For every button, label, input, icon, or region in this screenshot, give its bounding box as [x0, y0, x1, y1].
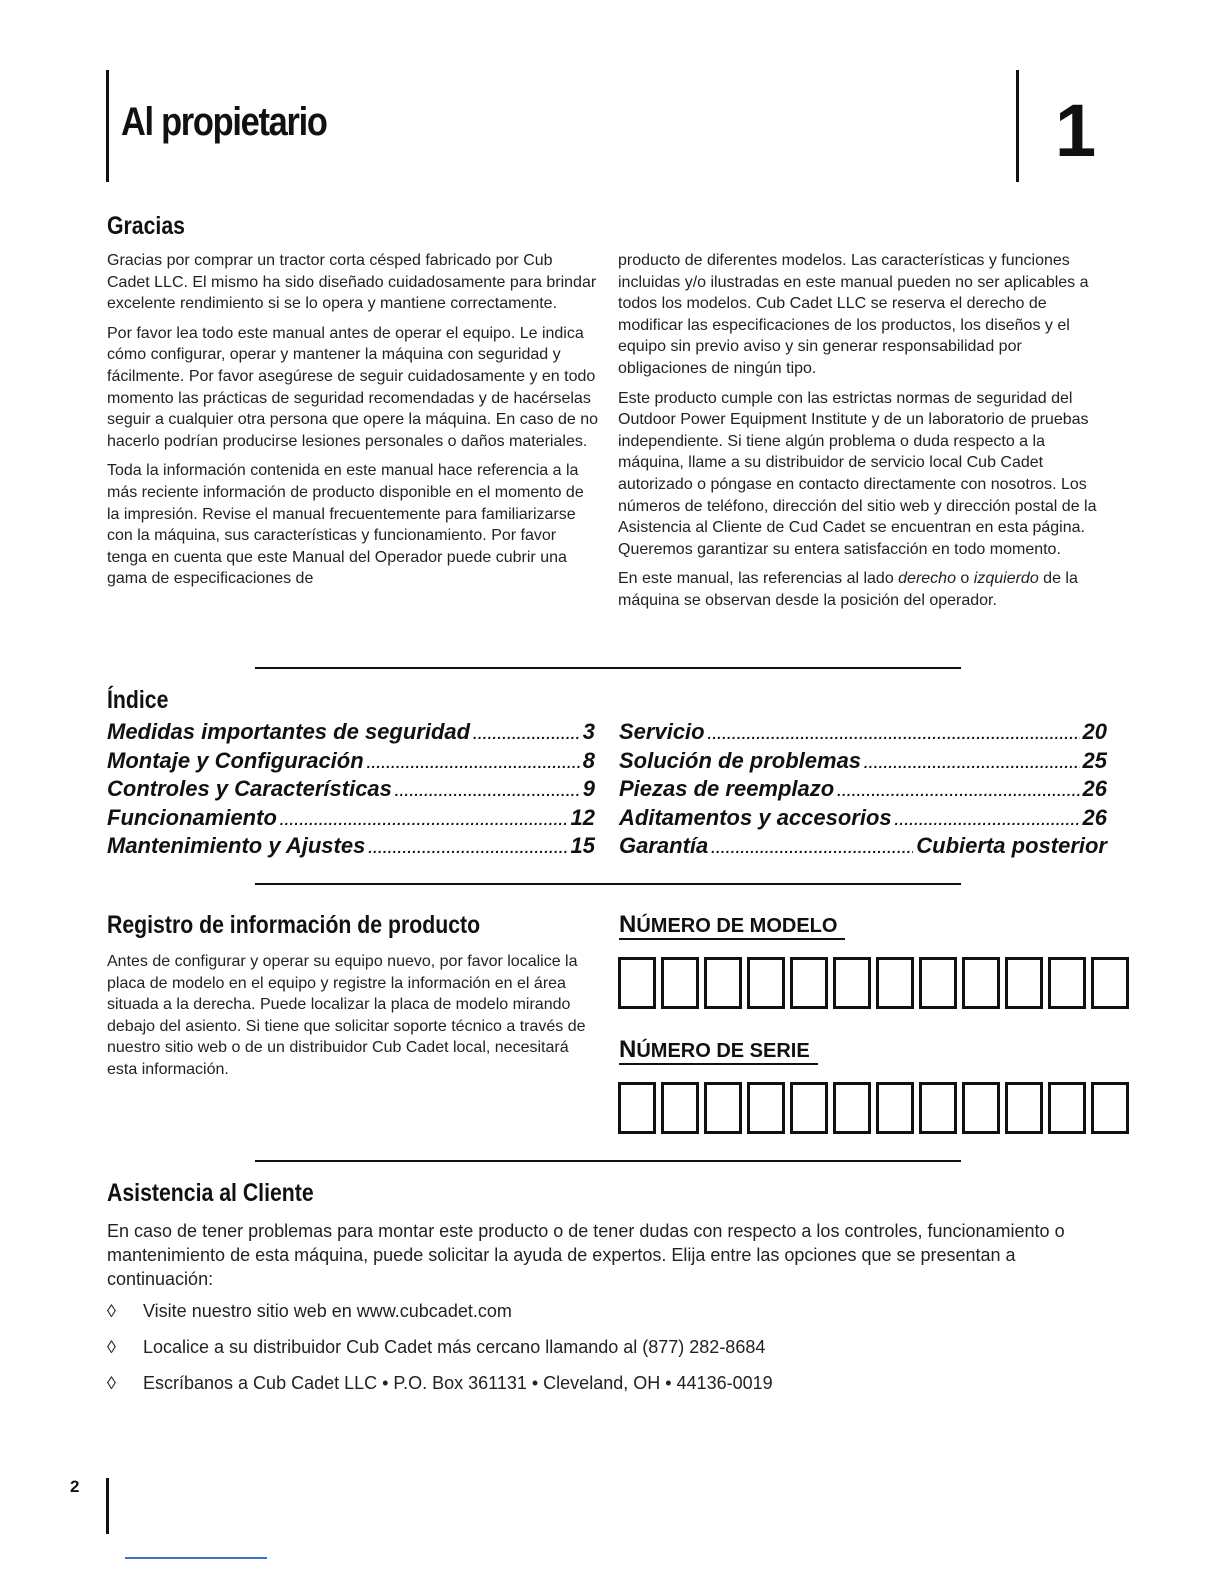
serial-digit-box[interactable] [1005, 1082, 1043, 1134]
left-term: izquierdo [973, 570, 1039, 588]
chapter-title: Al propietario [121, 100, 327, 144]
diamond-bullet-icon: ◊ [107, 1301, 116, 1321]
toc-entry[interactable] [107, 748, 595, 777]
toc-page: 25 [1082, 747, 1107, 773]
serial-digit-box[interactable] [833, 1082, 871, 1134]
model-digit-box[interactable] [704, 957, 742, 1009]
toc-page: 3 [582, 719, 595, 744]
toc-page: 8 [582, 747, 595, 773]
toc-page: 26 [1082, 804, 1107, 830]
toc-page: Cubierta posterior [916, 833, 1107, 858]
page-number: 2 [70, 1477, 80, 1496]
toc-leader [864, 755, 1079, 771]
serial-label-rest: ÚMERO DE SERIE [636, 1040, 810, 1062]
toc-entry[interactable] [107, 833, 595, 862]
assistance-bullet-phone [107, 1337, 765, 1358]
thanks-paragraph-3: Toda la información contenida en este manual hace referencia a la más reciente información de producto disponible en el momento de la impresión. Revise el manual frecuentemente para familiarizarse con la máquina, sus características y funcionamiento. Por favor tenga en cuenta que este Manual del Operador puede cubrir una gama de especificaciones de [107, 462, 584, 588]
toc-leader [395, 783, 580, 799]
toc-page: 20 [1082, 719, 1107, 744]
section-divider-1 [255, 667, 961, 669]
bullet-text: Escríbanos a Cub Cadet LLC • P.O. Box 361131 • Cleveland, OH • 44136-0019 [143, 1373, 773, 1393]
toc-page: 12 [570, 804, 595, 830]
thanks-heading: Gracias [107, 212, 185, 240]
right-term: derecho [898, 570, 956, 588]
footer-bar [106, 1478, 109, 1534]
bullet-text: Localice a su distribuidor Cub Cadet más cercano llamando al (877) 282-8684 [143, 1337, 766, 1357]
serial-digit-box[interactable] [747, 1082, 785, 1134]
model-digit-box[interactable] [1005, 957, 1043, 1009]
toc-leader [473, 726, 580, 742]
serial-digit-box[interactable] [661, 1082, 699, 1134]
toc-label: Medidas importantes de seguridad [107, 719, 471, 744]
toc-label: Funcionamiento [107, 804, 277, 830]
header-left-bar [106, 70, 109, 182]
model-digit-box[interactable] [1091, 957, 1129, 1009]
toc-label: Garantía [619, 833, 709, 858]
toc-leader [708, 726, 1080, 742]
toc-entry[interactable] [107, 805, 595, 834]
toc-leader [367, 755, 580, 771]
section-divider-3 [255, 1160, 961, 1162]
customer-assistance-heading: Asistencia al Cliente [107, 1179, 314, 1207]
toc-label: Servicio [619, 719, 705, 744]
toc-page: 26 [1082, 776, 1107, 801]
index-heading: Índice [107, 686, 169, 714]
model-number-boxes[interactable] [618, 957, 1129, 1009]
serial-number-label [619, 1038, 818, 1065]
toc-entry[interactable] [619, 748, 1107, 777]
product-record-paragraph: Antes de configurar y operar su equipo nuevo, por favor localice la placa de modelo en el equipo y registre la información en el área situada a la derecha. Puede localizar la placa de modelo mirando debajo del asiento. Si tiene que solicitar soporte técnico a través de nuestro sitio web o de un distribuidor Cub Cadet local, necesitará esta información. [107, 953, 586, 1078]
toc-leader [368, 840, 567, 856]
toc-label: Controles y Características [107, 776, 392, 801]
model-digit-box[interactable] [790, 957, 828, 1009]
model-digit-box[interactable] [833, 957, 871, 1009]
serial-label-initial: N [619, 1036, 637, 1063]
toc-label: Piezas de reemplazo [619, 776, 835, 801]
paragraph-text-before: En este manual, las referencias al lado [618, 570, 899, 588]
toc-entry[interactable] [619, 776, 1107, 805]
model-digit-box[interactable] [919, 957, 957, 1009]
thanks-paragraph-5: Este producto cumple con las estrictas normas de seguridad del Outdoor Power Equipment Institute y de un laboratorio de pruebas independiente. Si tiene algún problema o duda respecto a la máquina, llame a su distribuidor de servicio local Cub Cadet autorizado o póngase en contacto directamente con nosotros. Los números de teléfono, dirección del sitio web y dirección postal de la Asistencia al Cliente de Cud Cadet se encuentran en esta página. Queremos garantizar su entera satisfacción en todo momento. [618, 389, 1097, 558]
thanks-right-column [618, 250, 1110, 612]
customer-assistance-text [107, 1219, 1077, 1291]
toc-entry[interactable] [107, 719, 595, 748]
toc-leader [837, 783, 1079, 799]
toc-page: 15 [570, 833, 595, 858]
toc-entry[interactable] [619, 833, 1107, 862]
model-digit-box[interactable] [876, 957, 914, 1009]
index-right-column [619, 719, 1107, 862]
diamond-bullet-icon: ◊ [107, 1373, 116, 1393]
toc-entry[interactable] [107, 776, 595, 805]
customer-assistance-paragraph: En caso de tener problemas para montar este producto o de tener dudas con respecto a los controles, funcionamiento o mantenimiento de esta máquina, puede solicitar la ayuda de expertos. Elija entre las opciones que se presentan a continuación: [107, 1221, 1065, 1289]
serial-digit-box[interactable] [919, 1082, 957, 1134]
header-right-bar [1016, 70, 1019, 182]
serial-number-boxes[interactable] [618, 1082, 1129, 1134]
chapter-number: 1 [1055, 89, 1097, 172]
toc-label: Mantenimiento y Ajustes [107, 833, 366, 858]
bottom-link-underline [125, 1557, 267, 1559]
toc-label: Solución de problemas [619, 747, 862, 773]
product-record-heading: Registro de información de producto [107, 911, 481, 939]
toc-entry[interactable] [619, 719, 1107, 748]
thanks-paragraph-4: producto de diferentes modelos. Las características y funciones incluidas y/o ilustradas en este manual pueden no ser aplicables a todos los modelos. Cub Cadet LLC se reserva el derecho de modificar las especificaciones de los productos, los diseños y el equipo sin previo aviso y sin generar responsabilidad por obligaciones de ningún tipo. [618, 252, 1089, 377]
thanks-paragraph-2: Por favor lea todo este manual antes de operar el equipo. Le indica cómo configurar, operar y mantener la máquina con seguridad y fácilmente. Por favor asegúrese de seguir cuidadosamente y en todo momento las prácticas de seguridad recomendadas y de hacérselas seguir a cualquier otra persona que opere la máquina. En caso de no hacerlo podrían producirse lesiones personales o daños materiales. [107, 324, 598, 450]
thanks-left-column [107, 250, 599, 590]
section-divider-2 [255, 883, 961, 885]
serial-digit-box[interactable] [876, 1082, 914, 1134]
toc-entry[interactable] [619, 805, 1107, 834]
model-digit-box[interactable] [962, 957, 1000, 1009]
model-digit-box[interactable] [747, 957, 785, 1009]
toc-label: Aditamentos y accesorios [619, 804, 892, 830]
assistance-bullet-website [107, 1301, 512, 1322]
toc-leader [280, 812, 568, 828]
bullet-text[interactable]: Visite nuestro sitio web en www.cubcadet.com [143, 1301, 512, 1321]
model-label-rest: ÚMERO DE MODELO [636, 915, 838, 937]
diamond-bullet-icon: ◊ [107, 1337, 116, 1357]
toc-page: 9 [582, 776, 595, 801]
toc-label: Montaje y Configuración [107, 747, 364, 773]
toc-leader [895, 812, 1080, 828]
model-label-initial: N [619, 911, 637, 938]
model-digit-box[interactable] [618, 957, 656, 1009]
index-left-column [107, 719, 595, 862]
product-record-text [107, 951, 597, 1081]
paragraph-text-middle: o [955, 570, 974, 588]
model-digit-box[interactable] [661, 957, 699, 1009]
paragraph-text-after: de la máquina se observan desde la posición del operador. [618, 570, 1078, 609]
serial-digit-box[interactable] [618, 1082, 656, 1134]
model-digit-box[interactable] [1048, 957, 1086, 1009]
serial-digit-box[interactable] [790, 1082, 828, 1134]
thanks-paragraph-6 [618, 568, 1110, 611]
serial-digit-box[interactable] [1048, 1082, 1086, 1134]
model-number-label [619, 913, 845, 940]
thanks-paragraph-1: Gracias por comprar un tractor corta césped fabricado por Cub Cadet LLC. El mismo ha sido diseñado cuidadosamente para brindar excelente rendimiento si se lo opera y mantiene correctamente. [107, 252, 597, 313]
serial-digit-box[interactable] [704, 1082, 742, 1134]
serial-digit-box[interactable] [962, 1082, 1000, 1134]
assistance-bullet-mail [107, 1373, 773, 1394]
serial-digit-box[interactable] [1091, 1082, 1129, 1134]
toc-leader [711, 840, 913, 856]
